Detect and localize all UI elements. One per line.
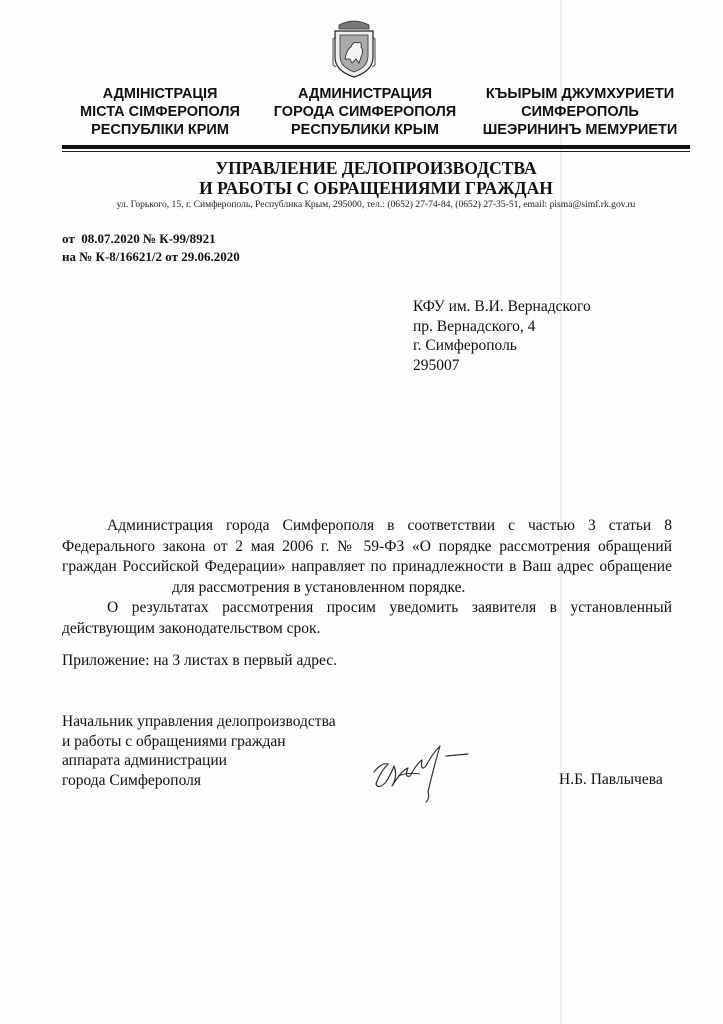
header-russian <box>265 85 465 139</box>
signer-position-line: аппарата администрации <box>62 752 227 769</box>
header-divider-thin <box>62 151 690 152</box>
handwritten-signature-icon <box>368 732 478 804</box>
header-ukrainian-line: РЕСПУБЛІКИ КРИМ <box>91 122 229 138</box>
department-address: ул. Горького, 15, г. Симферополь, Республика Крым, 295000, тел.: (0652) 27-74-84, (0652) 27-35-51, email: pisma@simf.rk.gov.ru <box>116 199 636 210</box>
header-crimean-tatar <box>480 85 680 139</box>
outgoing-number: от 08.07.2020 № К-99/8921 <box>62 231 216 246</box>
department-title-line: УПРАВЛЕНИЕ ДЕЛОПРОИЗВОДСТВА <box>215 158 537 178</box>
department-title <box>62 158 690 198</box>
recipient-address <box>413 297 591 375</box>
header-russian-line: РЕСПУБЛИКИ КРЫМ <box>290 122 439 138</box>
header-ukrainian-line: АДМІНІСТРАЦІЯ <box>102 86 218 102</box>
body-paragraph-2: О результатах рассмотрения просим уведомить заявителя в установленный действующим законодательством срок. <box>62 599 672 637</box>
signer-position-line: и работы с обращениями граждан <box>62 732 286 750</box>
body-paragraph-1-part-2: для рассмотрения в установленном порядке. <box>172 578 466 596</box>
signer-position-line: Начальник управления делопроизводства <box>62 713 336 730</box>
signer-position-line: города Симферополя <box>62 771 201 789</box>
department-title-line: И РАБОТЫ С ОБРАЩЕНИЯМИ ГРАЖДАН <box>199 178 553 198</box>
letter-body <box>62 516 672 639</box>
attachment-note: Приложение: на 3 листах в первый адрес. <box>62 652 337 669</box>
body-paragraph-1-part-1: Администрация города Симферополя в соответствии с частью 3 статьи 8 Федерального закона от 2 мая 2006 г. № 59-ФЗ «О порядке рассмотрения обращений граждан Российской Федерации» направляет по принадлежности в Ваш адрес обращение <box>62 517 672 575</box>
header-crimean-tatar-line: ШЕЭРИНИНЪ МЕМУРИЕТИ <box>482 122 678 138</box>
coat-of-arms-icon <box>331 17 377 79</box>
header-divider-thick <box>62 145 690 149</box>
body-paragraph-1 <box>62 516 672 598</box>
header-russian-line: ГОРОДА СИМФЕРОПОЛЯ <box>273 104 457 120</box>
registration-references <box>62 230 240 266</box>
header-russian-line: АДМИНИСТРАЦИЯ <box>297 86 432 102</box>
signer-name: Н.Б. Павлычева <box>559 771 663 788</box>
recipient-line: г. Симферополь <box>413 337 517 354</box>
header-ukrainian <box>70 85 250 139</box>
recipient-line: КФУ им. В.И. Вернадского <box>413 298 591 315</box>
recipient-line: 295007 <box>413 356 460 374</box>
incoming-number: на № К-8/16621/2 от 29.06.2020 <box>62 249 240 264</box>
header-ukrainian-line: МІСТА СІМФЕРОПОЛЯ <box>80 104 240 120</box>
header-crimean-tatar-line: СИМФЕРОПОЛЬ <box>521 104 639 120</box>
recipient-line: пр. Вернадского, 4 <box>413 317 536 335</box>
signer-position <box>62 712 336 790</box>
header-crimean-tatar-line: КЪЫРЫМ ДЖУМХУРИЕТИ <box>485 86 675 102</box>
scan-artifact <box>560 0 562 1024</box>
